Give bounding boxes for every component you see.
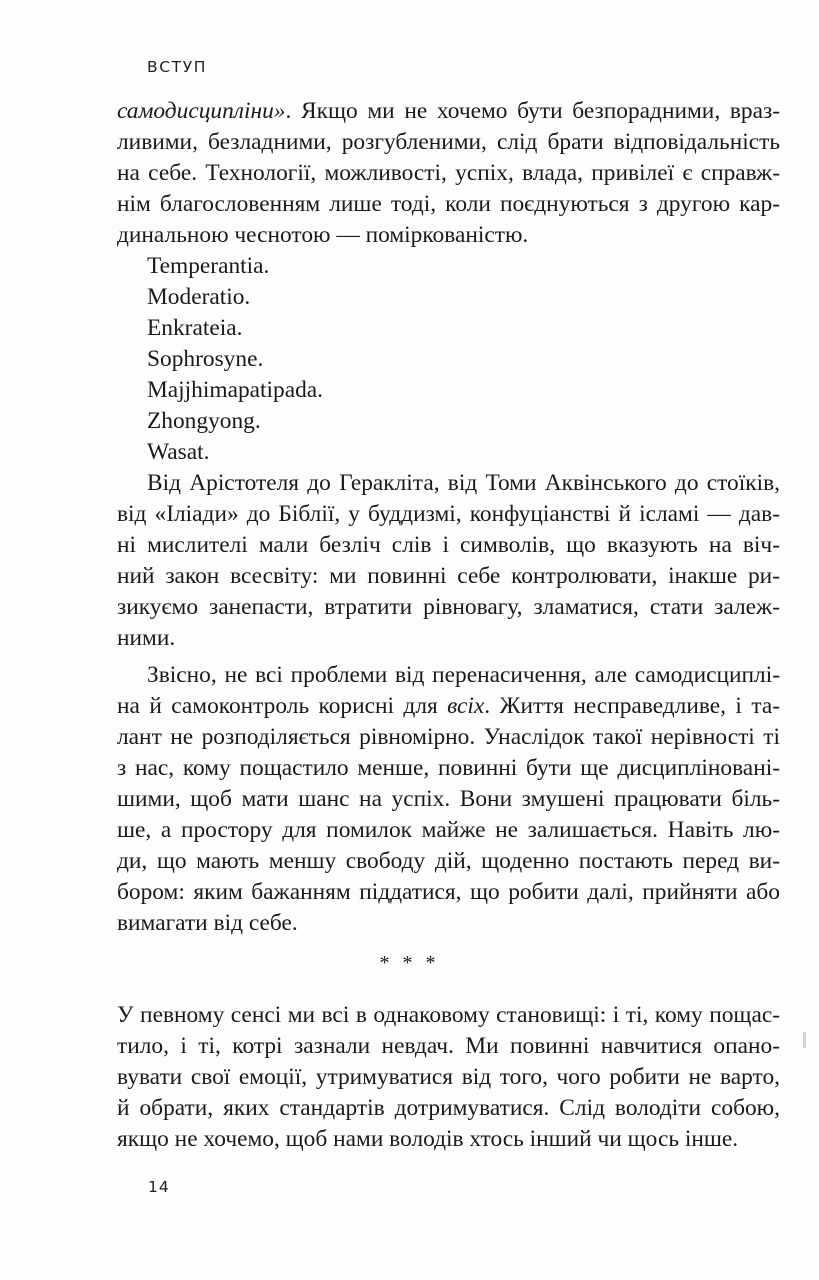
text-line: тило, і ті, котрі зазнали невдач. Ми повинні навчитися опано-: [117, 1033, 780, 1059]
text-run: . Життя несправедливе, і та-: [484, 693, 780, 719]
page-number: 14: [148, 1178, 170, 1196]
paragraph-3: [117, 660, 780, 939]
term-item: Enkrateia.: [147, 315, 243, 341]
text-line: Звісно, не всі проблеми від перенасичення, але самодисциплі-: [147, 662, 780, 688]
text-line: ше, а простору для помилок майже не залишається. Навіть лю-: [117, 817, 780, 843]
text-line: ні мислителі мали безліч слів і символів, що вказують на віч-: [117, 532, 780, 558]
term-item: Zhongyong.: [147, 408, 261, 434]
text-line: бором: яким бажанням піддатися, що робити далі, прийняти або: [117, 879, 780, 905]
section-text-block: [117, 1000, 780, 1155]
section-separator: * * *: [379, 952, 440, 974]
italic-word: самодисципліни»: [117, 98, 286, 124]
text-line: зикуємо занепасти, втратити рівновагу, зламатися, стати залеж-: [117, 594, 780, 620]
term-item: Moderatio.: [147, 284, 251, 310]
text-line: ними.: [117, 625, 176, 651]
text-line: динальною чеснотою — поміркованістю.: [117, 222, 529, 248]
terms-list: [117, 251, 780, 468]
term-item: Sophrosyne.: [147, 346, 264, 372]
text-line: [117, 96, 780, 127]
text-line: ди, що мають меншу свободу дій, щоденно постають перед ви-: [117, 848, 780, 874]
text-line: від «Іліади» до Біблії, у буддизмі, конфуціанстві й ісламі — дав-: [117, 501, 780, 527]
text-line: й обрати, яких стандартів дотримуватися. Слід володіти собою,: [117, 1095, 780, 1121]
scan-mark: [803, 1032, 806, 1048]
text-line: з нас, кому пощастило менше, повинні бути ще дисципліновані-: [117, 755, 780, 781]
italic-word: всіх: [447, 693, 485, 719]
main-text-block: [117, 96, 780, 939]
term-item: Temperantia.: [147, 253, 270, 279]
paragraph-2: [117, 468, 780, 654]
text-line: У певному сенсі ми всі в однаковому становищі: і ті, кому пощас-: [117, 1002, 780, 1028]
running-title: ВСТУП: [147, 58, 208, 76]
term-item: Majjhimapatipada.: [147, 377, 324, 403]
text-line: Від Арістотеля до Геракліта, від Томи Аквінського до стоїків,: [147, 470, 780, 496]
text-line: шими, щоб мати шанс на успіх. Вони змушені працювати біль-: [117, 786, 780, 812]
term-item: Wasat.: [147, 439, 210, 465]
text-line: якщо не хочемо, щоб нами володів хтось інший чи щось інше.: [117, 1126, 739, 1152]
text-line: лант не розподіляється рівномірно. Унаслідок такої нерівності ті: [117, 724, 780, 750]
text-line: вимагати від себе.: [117, 910, 298, 936]
paragraph-4: [117, 1000, 780, 1155]
text-line: вувати свої емоції, утримуватися від того, чого робити не варто,: [117, 1064, 780, 1090]
text-run: . Якщо ми не хочемо бути безпорадними, враз-: [285, 98, 780, 124]
text-line: ний закон всесвіту: ми повинні себе контролювати, інакше ри-: [117, 563, 780, 589]
text-line: ливими, безладними, розгубленими, слід брати відповідальність: [117, 129, 780, 155]
text-line: [117, 691, 780, 722]
text-line: нім благословенням лише тоді, коли поєднуються з другою кар-: [117, 191, 780, 217]
text-run: на й самоконтроль корисні для: [117, 693, 448, 719]
paragraph-1: [117, 96, 780, 251]
text-line: на себе. Технології, можливості, успіх, влада, привілеї є справж-: [117, 160, 780, 186]
